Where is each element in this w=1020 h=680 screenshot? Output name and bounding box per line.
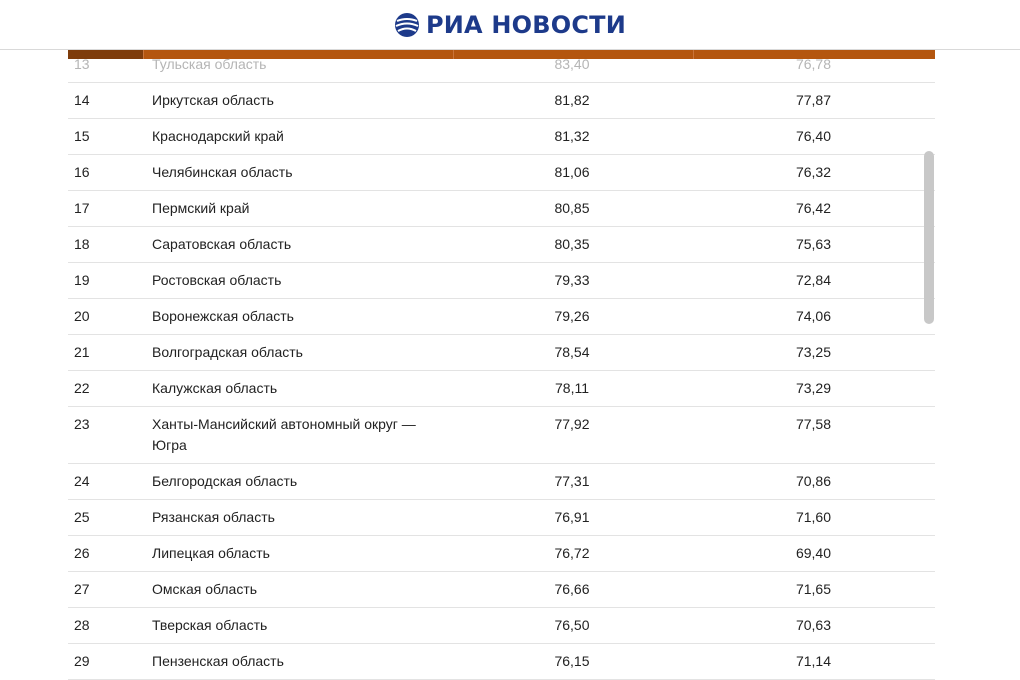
row-number: 15 (74, 128, 90, 144)
region-name: Краснодарский край (152, 128, 284, 144)
value-1: 76,15 (554, 653, 590, 669)
value-1: 81,06 (554, 164, 590, 180)
value-2: 74,06 (795, 308, 832, 324)
table-row (68, 608, 935, 644)
row-number: 23 (74, 416, 90, 432)
row-number: 28 (74, 617, 90, 633)
table-body (68, 47, 935, 680)
row-number: 27 (74, 581, 90, 597)
row-number: 22 (74, 380, 90, 396)
region-name: Пензенская область (152, 653, 284, 669)
region-name: Липецкая область (152, 545, 270, 561)
table-row (68, 83, 935, 119)
value-2: 71,14 (795, 653, 832, 669)
row-number: 24 (74, 473, 90, 489)
table-row (68, 500, 935, 536)
row-number: 17 (74, 200, 90, 216)
value-1: 76,66 (554, 581, 590, 597)
value-1: 79,26 (554, 308, 590, 324)
value-2: 69,40 (795, 545, 832, 561)
value-1: 77,31 (554, 473, 590, 489)
region-name: Тульская область (152, 56, 267, 72)
table-row (68, 407, 935, 464)
table-row (68, 371, 935, 407)
region-name: Ханты-Мансийский автономный округ — Югра (152, 416, 416, 453)
table-row (68, 572, 935, 608)
value-2: 73,25 (795, 344, 832, 360)
site-header (0, 0, 1020, 50)
value-1: 83,40 (554, 56, 590, 72)
value-2: 76,32 (795, 164, 832, 180)
ranking-table (68, 50, 935, 680)
row-number: 14 (74, 92, 90, 108)
region-name: Белгородская область (152, 473, 298, 489)
table-row (68, 299, 935, 335)
scrollbar-thumb[interactable] (924, 151, 934, 324)
region-name: Волгоградская область (152, 344, 303, 360)
region-name: Воронежская область (152, 308, 294, 324)
row-number: 21 (74, 344, 90, 360)
row-number: 20 (74, 308, 90, 324)
value-1: 79,33 (554, 272, 590, 288)
row-number: 25 (74, 509, 90, 525)
value-2: 76,40 (795, 128, 832, 144)
value-2: 70,86 (795, 473, 832, 489)
logo-text: РИА НОВОСТИ (425, 10, 627, 39)
value-2: 77,58 (795, 416, 832, 432)
value-2: 72,84 (795, 272, 832, 288)
table-row (68, 464, 935, 500)
value-2: 76,78 (795, 56, 832, 72)
table-row (68, 263, 935, 299)
value-1: 76,50 (554, 617, 590, 633)
value-2: 70,63 (795, 617, 832, 633)
region-name: Челябинская область (152, 164, 293, 180)
region-name: Пермский край (152, 200, 250, 216)
row-number: 13 (74, 56, 90, 72)
ria-logo[interactable] (394, 11, 626, 39)
value-1: 76,91 (554, 509, 590, 525)
value-1: 81,82 (554, 92, 590, 108)
table-row (68, 191, 935, 227)
table-row (68, 644, 935, 680)
row-number: 29 (74, 653, 90, 669)
value-2: 75,63 (795, 236, 832, 252)
value-2: 76,42 (795, 200, 832, 216)
table-row (68, 155, 935, 191)
region-name: Иркутская область (152, 92, 274, 108)
region-name: Рязанская область (152, 509, 275, 525)
value-1: 78,11 (555, 380, 589, 396)
table-row (68, 47, 935, 83)
table-row (68, 335, 935, 371)
value-1: 76,72 (554, 545, 590, 561)
region-name: Калужская область (152, 380, 278, 396)
table-row (68, 227, 935, 263)
value-2: 77,87 (795, 92, 832, 108)
table-row (68, 119, 935, 155)
region-name: Омская область (152, 581, 258, 597)
ria-globe-icon (394, 12, 420, 38)
row-number: 19 (74, 272, 90, 288)
value-2: 73,29 (795, 380, 832, 396)
region-name: Тверская область (152, 617, 268, 633)
value-1: 80,85 (554, 200, 590, 216)
value-1: 80,35 (554, 236, 590, 252)
row-number: 16 (74, 164, 90, 180)
value-2: 71,60 (795, 509, 832, 525)
value-1: 81,32 (554, 128, 590, 144)
region-name: Ростовская область (152, 272, 282, 288)
region-name: Саратовская область (152, 236, 292, 252)
row-number: 26 (74, 545, 90, 561)
value-1: 78,54 (554, 344, 590, 360)
value-1: 77,92 (554, 416, 590, 432)
value-2: 71,65 (795, 581, 832, 597)
table-row (68, 536, 935, 572)
row-number: 18 (74, 236, 90, 252)
